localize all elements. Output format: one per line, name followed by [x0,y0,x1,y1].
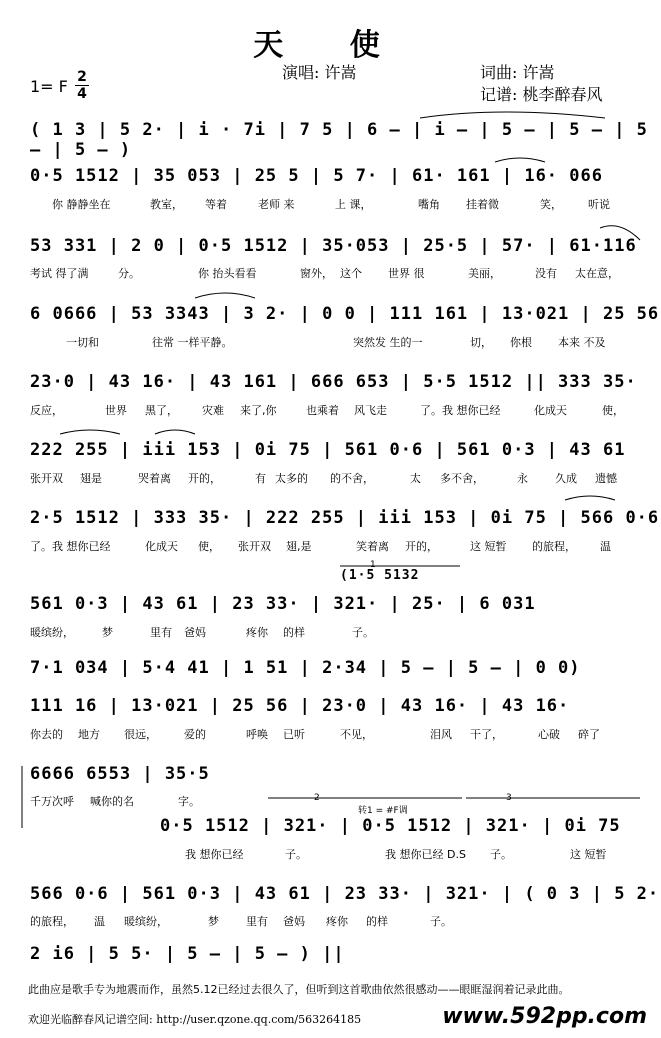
lyric: 教室， [150,198,183,211]
lyric: 反应， [30,404,63,417]
lyric: 梦 [208,915,219,928]
notation-line: 0·5 1512 | 35 053 | 25 5 | 5 7· | 61· 161 | 16· 066 [30,166,603,186]
notation-line: 2 i6 | 5 5· | 5 – | 5 – ) || [30,944,345,964]
transcriber-credit: 记谱: 桃李醉春风 [480,85,603,104]
volta-2-label: 2 [314,793,320,803]
volta-3-label: 3 [506,793,512,803]
lyric: 一切和 [66,336,99,349]
composer-credit: 词曲: 许嵩 [480,63,555,82]
lyric: 挂着微 [466,198,499,211]
lyric: 化成天 [145,540,178,553]
lyric: 世界 [105,404,127,417]
lyric: 我 想你已经 [442,404,501,417]
lyric: 里有 [150,626,172,639]
lyric: 子。 [352,626,374,639]
lyric: 哭着离 [138,472,171,485]
notation-line: 6 0666 | 53 3343 | 3 2· | 0 0 | 111 161 | 13·021 | 25 56 [30,304,660,324]
lyric: 字。 [178,795,200,808]
lyric: 张开双 [238,540,271,553]
lyric: 子。 [490,848,512,861]
lyric: 了。 [420,404,442,417]
lyric: 使， [198,540,220,553]
lyric: 久成 [555,472,577,485]
time-signature-top: 2 [77,69,87,85]
tie-mark [60,430,120,434]
lyric: 不见， [340,728,373,741]
notation-line: ( 1 3 | 5 2· | i · 7i | 7 5 | 6 – | i – | 5 – | 5 – | 5 – | 5 – ) [30,120,648,160]
lyric: 突然发 生的一 [353,336,423,349]
lyric: 老师 来 [258,198,295,211]
lyric: 我 想你已经 D.S [385,848,466,861]
key-signature: 1= F [30,77,68,96]
lyric: 暖缤纷， [124,915,168,928]
lyric: 笑， [540,198,562,211]
lyric: 遗憾 [595,472,617,485]
notation-line: 561 0·3 | 43 61 | 23 33· | 321· | 25· | 6 031 [30,594,536,614]
lyric: 疼你 [246,626,268,639]
lyric: 世界 很 [388,267,425,280]
notation-line: 6666 6553 | 35·5 [30,764,210,784]
lyric: 等着 [205,198,227,211]
lyric: 听说 [588,198,610,211]
lyric: 呼唤 [246,728,268,741]
volta-1-label: 1 [370,560,376,570]
lyric: 我 想你已经 [185,848,244,861]
lyric: 里有 [246,915,268,928]
lyric: 使， [602,404,624,417]
lyric: 心破 [538,728,560,741]
notation-line: 0·5 1512 | 321· | 0·5 1512 | 321· | 0i 75 [160,816,621,836]
lyric: 嘴角 [418,198,440,211]
lyric: 本来 不及 [558,336,606,349]
lyric: 这个 [340,267,362,280]
lyric: 没有 [535,267,557,280]
lyric: 已听 [283,728,305,741]
lyric: 了。我 想你已经 [30,540,111,553]
lyric: 子。 [430,915,452,928]
lyric: 的旅程， [532,540,576,553]
lyric: 爸妈 [283,915,305,928]
notation-line: 111 16 | 13·021 | 25 56 | 23·0 | 43 16· | 43 16· [30,696,570,716]
lyric: 你去的 [30,728,63,741]
lyric: 灾难 [202,404,224,417]
tie-mark [420,112,605,118]
lyric: 喊你的名 [90,795,134,808]
lyric: 温 [600,540,611,553]
lyric: 子。 [285,848,307,861]
tie-mark [495,158,545,162]
lyric: 有 [255,472,266,485]
lyric: 切， [470,336,492,349]
lyric: 梦 [102,626,113,639]
lyric: 翅是 [80,472,102,485]
lyric: 这 短暂 [470,540,507,553]
notation-line: 7·1 034 | 5·4 41 | 1 51 | 2·34 | 5 – | 5 – | 0 0) [30,658,581,678]
lyric: 你 抬头看看 [198,267,257,280]
lyric: 这 短暂 [570,848,607,861]
lyric: 风飞走 [354,404,387,417]
lyric: 暖缤纷， [30,626,74,639]
lyric: 的不舍， [330,472,374,485]
lyric: 的样 [366,915,388,928]
site-watermark: www.592pp.com [442,1004,647,1029]
lyric: 也乘着 [306,404,339,417]
lyric: 上 课， [335,198,372,211]
lyric: 永 [517,472,528,485]
lyric: 分。 [118,267,140,280]
lyric: 泪风 [430,728,452,741]
lyric: 的旅程， [30,915,74,928]
notation-line: 23·0 | 43 16· | 43 161 | 666 653 | 5·5 1512 || 333 35· [30,372,637,392]
notation-line: (1·5 5132 [340,568,420,583]
lyric: 太在意， [575,267,619,280]
lyric: 黑了， [145,404,178,417]
lyric: 疼你 [326,915,348,928]
lyric: 碎了 [578,728,600,741]
lyric: 翅,是 [286,540,312,553]
lyric: 开的， [405,540,438,553]
lyric: 你根 [510,336,532,349]
lyric: 你 静静坐在 [52,198,111,211]
tie-mark [565,496,615,500]
notation-line: 566 0·6 | 561 0·3 | 43 61 | 23 33· | 321· | ( 0 3 | 5 2· [30,884,660,904]
lyric: 太 [410,472,421,485]
footer-note: 此曲应是歌手专为地震而作，虽然5.12已经过去很久了，但听到这首歌曲依然很感动——眼眶湿润着记录此曲。 [28,983,570,996]
lyric: 来了,你 [240,404,277,417]
lyric: 往常 一样平静。 [152,336,233,349]
modulation-label: 转1 = #F调 [358,806,408,816]
time-signature-bottom: 4 [77,86,87,102]
lyric: 开的， [188,472,221,485]
lyric: 的样 [283,626,305,639]
tie-mark [600,226,640,240]
lyric: 很远， [124,728,157,741]
singer-credit: 演唱: 许嵩 [282,63,357,82]
lyric: 千万次呼 [30,795,74,808]
lyric: 考试 得了满 [30,267,89,280]
lyric: 爸妈 [184,626,206,639]
lyric: 多不舍， [440,472,484,485]
lyric: 窗外， [300,267,333,280]
tie-mark [195,293,255,298]
tie-mark [155,430,195,434]
lyric: 美丽， [468,267,501,280]
lyric: 地方 [78,728,100,741]
lyric: 爱的 [184,728,206,741]
notation-line: 222 255 | iii 153 | 0i 75 | 561 0·6 | 561 0·3 | 43 61 [30,440,626,460]
lyric: 太多的 [275,472,308,485]
notation-line: 53 331 | 2 0 | 0·5 1512 | 35·053 | 25·5 | 57· | 61·116 [30,236,637,256]
footer-welcome: 欢迎光临醉春风记谱空间: http://user.qzone.qq.com/563264185 [28,1013,362,1026]
lyric: 干了， [470,728,503,741]
song-title: 天 使 [253,28,408,63]
notation-line: 2·5 1512 | 333 35· | 222 255 | iii 153 | 0i 75 | 566 0·6 [30,508,660,528]
lyric: 张开双 [30,472,63,485]
lyric: 笑着离 [356,540,389,553]
lyric: 温 [94,915,105,928]
lyric: 化成天 [534,404,567,417]
